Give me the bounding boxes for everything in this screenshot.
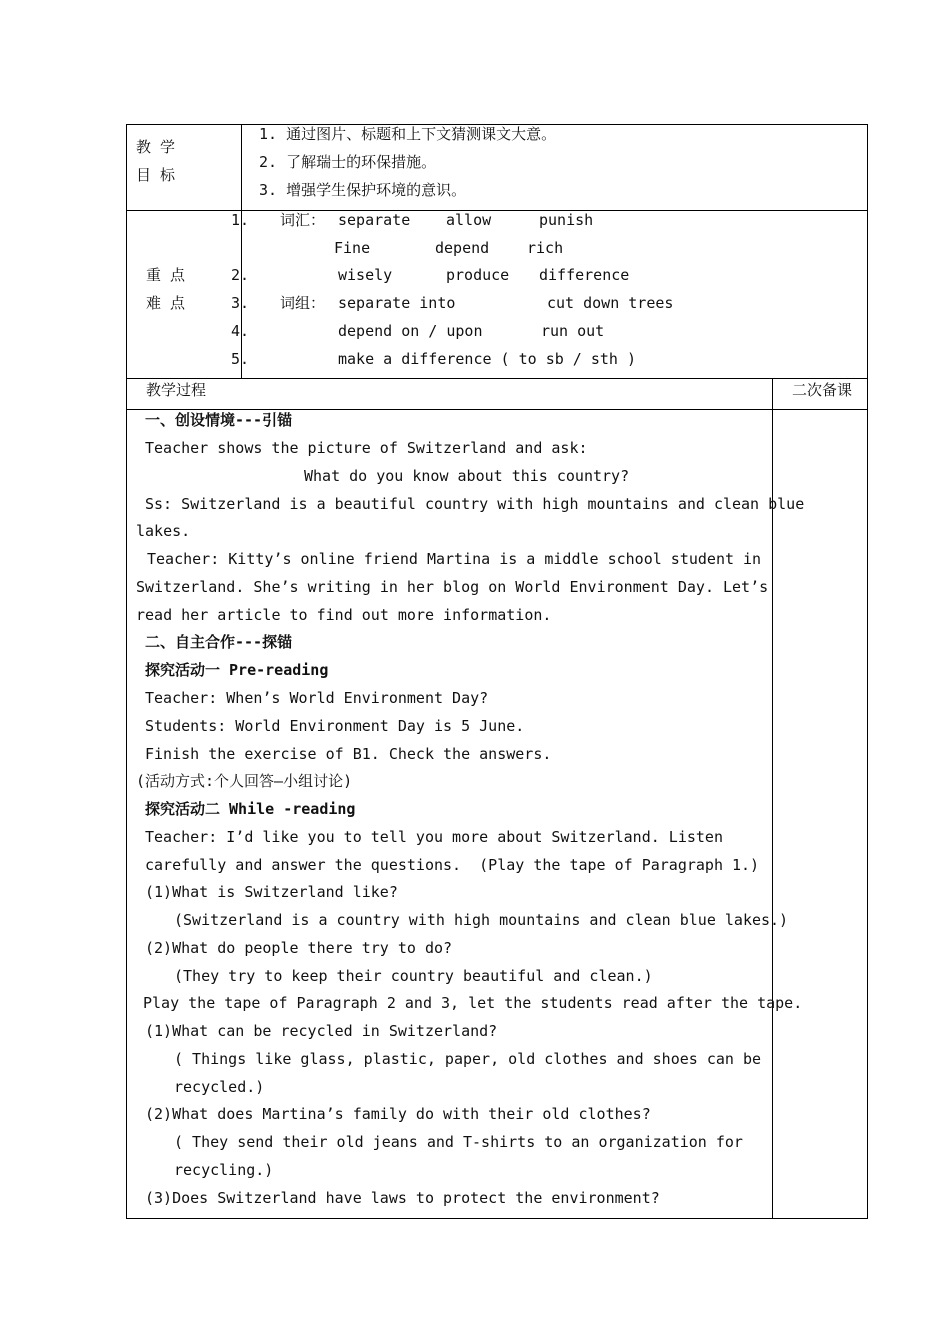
objectives-label: 教 学 bbox=[136, 138, 176, 156]
objectives-label: 目 标 bbox=[136, 166, 176, 184]
phrase-label: 词组： bbox=[280, 294, 326, 312]
process-line: Teacher: I’d like you to tell you more about Switzerland. Listen bbox=[145, 828, 723, 846]
process-line: Teacher: Kitty’s online friend Martina is a middle school student in bbox=[147, 550, 762, 568]
keypoint-number: 5. bbox=[231, 350, 250, 368]
keypoint-number: 2. bbox=[231, 266, 250, 284]
phrase: separate into bbox=[338, 294, 456, 312]
activity-heading: 探究活动一 Pre-reading bbox=[145, 661, 329, 679]
question-line: (1)What is Switzerland like? bbox=[145, 883, 398, 901]
second-prep-header: 二次备课 bbox=[792, 381, 853, 399]
answer-line: recycled.) bbox=[174, 1078, 265, 1096]
vocab-label: 词汇： bbox=[280, 211, 326, 229]
table-border-left bbox=[126, 124, 127, 1219]
process-line: (活动方式:个人回答—小组讨论) bbox=[136, 772, 353, 790]
process-line: carefully and answer the questions. (Play the tape of Paragraph 1.) bbox=[145, 856, 760, 874]
process-line: Play the tape of Paragraph 2 and 3, let the students read after the tape. bbox=[143, 994, 803, 1012]
vocab-word: allow bbox=[446, 211, 492, 229]
process-line: Finish the exercise of B1. Check the answers. bbox=[145, 745, 552, 763]
vocab-word: punish bbox=[539, 211, 594, 229]
activity-heading: 探究活动二 While -reading bbox=[145, 800, 356, 818]
answer-line: (They try to keep their country beautiful and clean.) bbox=[174, 967, 653, 985]
question-line: (1)What can be recycled in Switzerland? bbox=[145, 1022, 498, 1040]
process-line: read her article to find out more information. bbox=[136, 606, 552, 624]
process-line: Teacher shows the picture of Switzerland and ask: bbox=[145, 439, 588, 457]
phrase: run out bbox=[541, 322, 605, 340]
keypoints-label: 重 点 bbox=[146, 266, 186, 284]
table-border-bottom bbox=[126, 1218, 868, 1219]
section-heading: 一、创设情境---引锚 bbox=[145, 411, 293, 429]
vocab-word: produce bbox=[446, 266, 510, 284]
process-line: Teacher: When’s World Environment Day? bbox=[145, 689, 489, 707]
answer-line: (Switzerland is a country with high mountains and clean blue lakes.) bbox=[174, 911, 789, 929]
keypoint-number: 4. bbox=[231, 322, 250, 340]
keypoints-label: 难 点 bbox=[146, 294, 186, 312]
phrase: cut down trees bbox=[547, 294, 674, 312]
process-line: lakes. bbox=[136, 522, 191, 540]
answer-line: ( Things like glass, plastic, paper, old clothes and shoes can be bbox=[174, 1050, 761, 1068]
keypoint-number: 1. bbox=[231, 211, 250, 229]
objective-item: 2. 了解瑞士的环保措施。 bbox=[259, 153, 437, 171]
objective-item: 1. 通过图片、标题和上下文猜测课文大意。 bbox=[259, 125, 557, 143]
question-line: (2)What does Martina’s family do with their old clothes? bbox=[145, 1105, 651, 1123]
section-heading: 二、自主合作---探锚 bbox=[145, 633, 293, 651]
vocab-word: wisely bbox=[338, 266, 393, 284]
question-line: (3)Does Switzerland have laws to protect the environment? bbox=[145, 1189, 660, 1207]
vocab-word: separate bbox=[338, 211, 411, 229]
answer-line: recycling.) bbox=[174, 1161, 274, 1179]
phrase: make a difference ( to sb / sth ) bbox=[338, 350, 637, 368]
question-line: (2)What do people there try to do? bbox=[145, 939, 453, 957]
keypoint-number: 3. bbox=[231, 294, 250, 312]
process-line: Switzerland. She’s writing in her blog on World Environment Day. Let’s bbox=[136, 578, 769, 596]
vocab-word: rich bbox=[527, 239, 564, 257]
objective-item: 3. 增强学生保护环境的意识。 bbox=[259, 181, 467, 199]
vocab-word: Fine bbox=[334, 239, 371, 257]
vocab-word: difference bbox=[539, 266, 630, 284]
process-line: Ss: Switzerland is a beautiful country with high mountains and clean blue bbox=[145, 495, 805, 513]
row-divider-2 bbox=[126, 378, 868, 379]
answer-line: ( They send their old jeans and T-shirts to an organization for bbox=[174, 1133, 743, 1151]
vocab-word: depend bbox=[435, 239, 490, 257]
process-line: What do you know about this country? bbox=[304, 467, 630, 485]
table-border-right bbox=[867, 124, 868, 1219]
process-header: 教学过程 bbox=[146, 381, 207, 399]
process-line: Students: World Environment Day is 5 June. bbox=[145, 717, 525, 735]
phrase: depend on / upon bbox=[338, 322, 483, 340]
